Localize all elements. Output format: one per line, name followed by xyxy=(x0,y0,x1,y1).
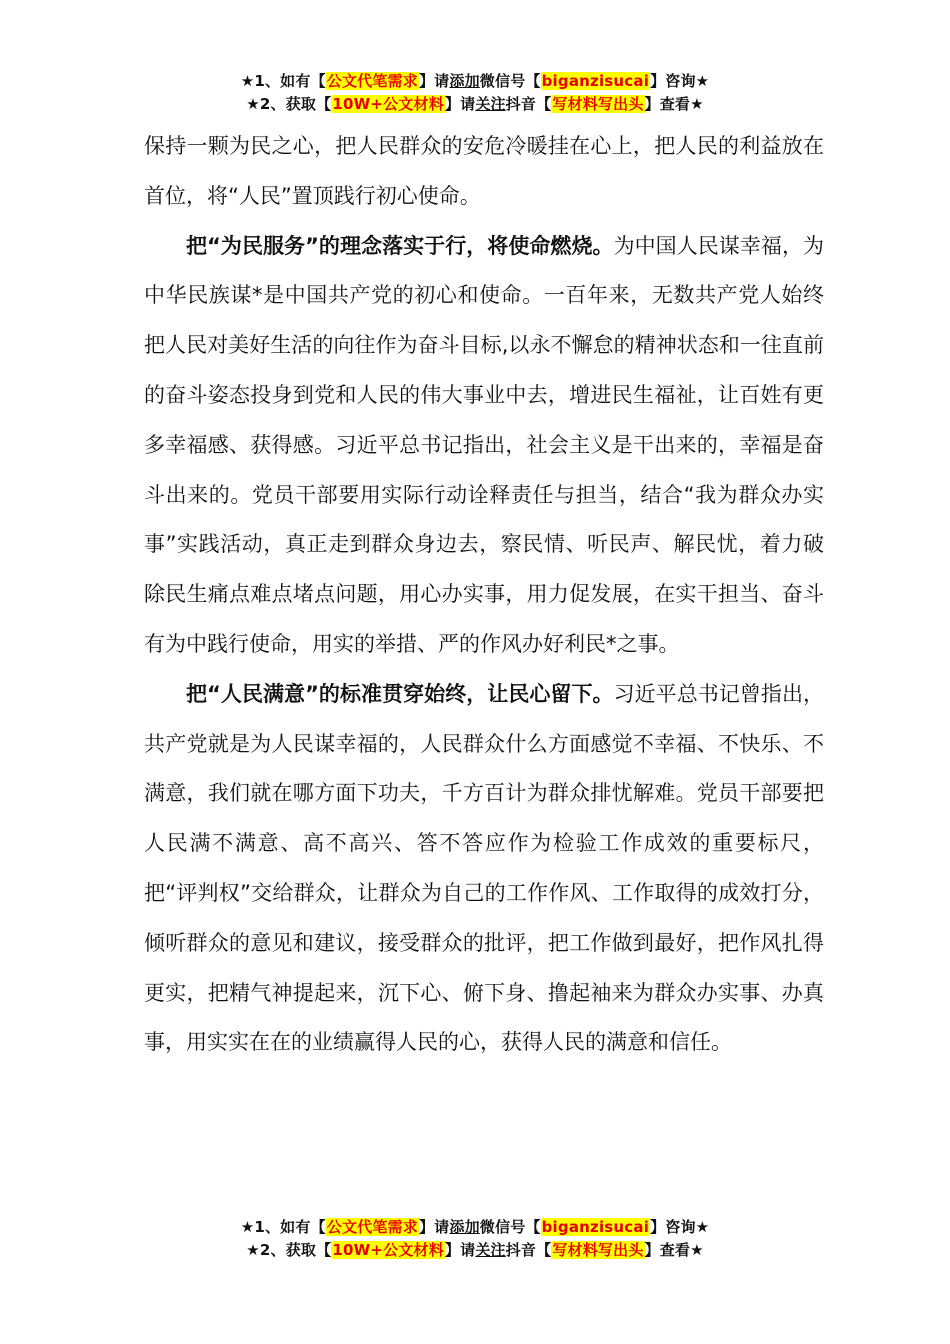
banner-text: 抖音【 xyxy=(505,95,552,113)
paragraph-2 xyxy=(144,222,824,670)
banner-highlight: 公文代笔需求 xyxy=(326,1218,418,1236)
banner-underlined: 添加 xyxy=(449,72,480,90)
paragraph-1 xyxy=(144,122,824,222)
document-body xyxy=(144,122,824,1068)
banner-text: 微信号【 xyxy=(479,72,541,90)
banner-text: 】请 xyxy=(444,1241,476,1259)
banner-text: 】请 xyxy=(418,1218,450,1236)
banner-line-2 xyxy=(0,1239,950,1262)
banner-text: 】请 xyxy=(418,72,450,90)
banner-underlined: 关注 xyxy=(475,1241,506,1259)
banner-text: ★2、获取【 xyxy=(246,1241,332,1259)
banner-text: ★1、如有【 xyxy=(240,1218,326,1236)
banner-text: 】请 xyxy=(444,95,476,113)
paragraph-text: 保持一颗为民之心，把人民群众的安危冷暖挂在心上，把人民的利益放在首位，将“人民”置顶践行初心使命。 xyxy=(144,134,824,208)
banner-text: 微信号【 xyxy=(479,1218,541,1236)
banner-highlight-douyin: 写材料写出头 xyxy=(552,1241,644,1259)
banner-text: ★2、获取【 xyxy=(246,95,332,113)
banner-underlined: 添加 xyxy=(449,1218,480,1236)
footer-banner xyxy=(0,1216,950,1262)
paragraph-text: 为中国人民谋幸福，为中华民族谋*是中国共产党的初心和使命。一百年来，无数共产党人始终把人民对美好生活的向往作为奋斗目标,以永不懈怠的精神状态和一往直前的奋斗姿态投身到党和人民的伟大事业中去，增进民生福祉，让百姓有更多幸福感、获得感。习近平总书记指出，社会主义是干出来的，幸福是奋斗出来的。党员干部要用实际行动诠释责任与担当，结合“我为群众办实事”实践活动，真正走到群众身边去，察民情、听民声、解民忧，着力破除民生痛点难点堵点问题，用心办实事，用力促发展，在实干担当、奋斗有为中践行使命，用实的举措、严的作风办好利民*之事。 xyxy=(144,233,824,656)
paragraph-heading: 把“为民服务”的理念落实于行，将使命燃烧。 xyxy=(186,233,614,258)
paragraph-3 xyxy=(144,670,824,1068)
banner-highlight: 公文代笔需求 xyxy=(326,72,418,90)
banner-text: 】咨询★ xyxy=(650,1218,710,1236)
banner-highlight-wechat: biganzisucai xyxy=(541,72,650,90)
banner-line-1 xyxy=(0,70,950,93)
banner-text: ★1、如有【 xyxy=(240,72,326,90)
banner-line-2 xyxy=(0,93,950,116)
paragraph-text: 习近平总书记曾指出，共产党就是为人民谋幸福的，人民群众什么方面感觉不幸福、不快乐、不满意，我们就在哪方面下功夫，千方百计为群众排忧解难。党员干部要把人民满不满意、高不高兴、答不答应作为检验工作成效的重要标尺，把“评判权”交给群众，让群众为自己的工作作风、工作取得的成效打分，倾听群众的意见和建议，接受群众的批评，把工作做到最好，把作风扎得更实，把精气神提起来，沉下心、俯下身、撸起袖来为群众办实事、办真事，用实实在在的业绩赢得人民的心，获得人民的满意和信任。 xyxy=(144,681,824,1055)
banner-line-1 xyxy=(0,1216,950,1239)
header-banner xyxy=(0,70,950,116)
banner-highlight: 10W+公文材料 xyxy=(332,95,444,113)
banner-text: 】咨询★ xyxy=(650,72,710,90)
banner-highlight: 10W+公文材料 xyxy=(332,1241,444,1259)
banner-text: 抖音【 xyxy=(505,1241,552,1259)
banner-underlined: 关注 xyxy=(475,95,506,113)
banner-highlight-douyin: 写材料写出头 xyxy=(552,95,644,113)
paragraph-heading: 把“人民满意”的标准贯穿始终，让民心留下。 xyxy=(186,681,614,706)
banner-text: 】查看★ xyxy=(644,1241,704,1259)
banner-highlight-wechat: biganzisucai xyxy=(541,1218,650,1236)
banner-text: 】查看★ xyxy=(644,95,704,113)
